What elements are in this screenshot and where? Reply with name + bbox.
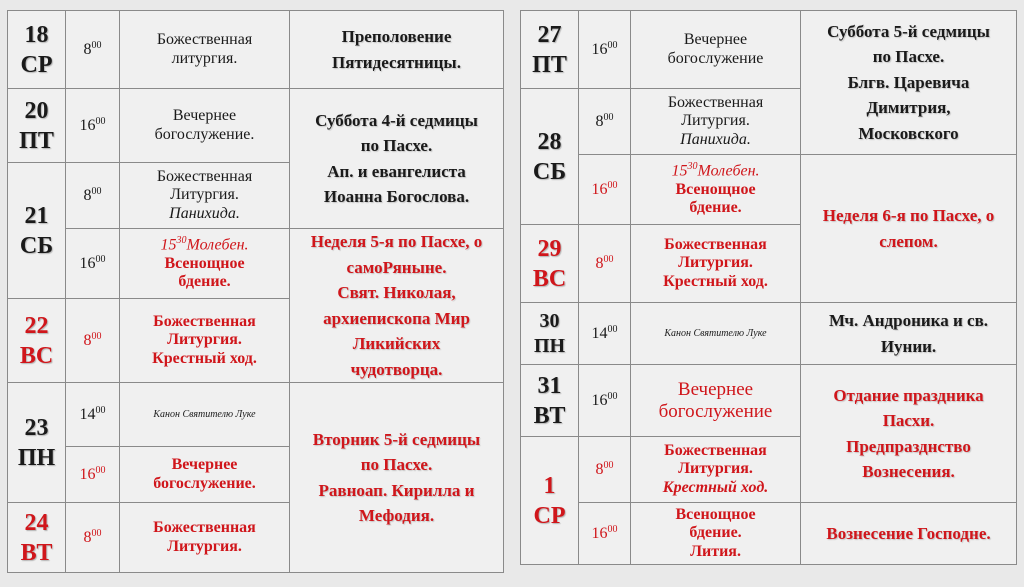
day-cell <box>521 437 579 565</box>
time-hour: 8 <box>83 528 92 546</box>
time-cell <box>66 447 120 503</box>
service-line: богослужение. <box>153 474 256 492</box>
service-line: Литургия. <box>170 186 239 204</box>
day-number: 22 <box>24 312 49 339</box>
day-cell <box>8 163 66 299</box>
time-minute: 00 <box>91 527 102 539</box>
feast-line: чудотворца. <box>350 359 443 379</box>
time-minute: 00 <box>603 459 614 471</box>
day-number: 30 <box>539 309 560 332</box>
time-cell <box>66 89 120 163</box>
service-line: Вечернее <box>677 378 754 400</box>
feast-line: Суббота 5-й седмицы <box>827 21 990 41</box>
day-cell <box>521 225 579 303</box>
day-number: 21 <box>24 202 49 229</box>
time-minute: 00 <box>91 39 102 51</box>
feast-cell <box>290 229 504 383</box>
day-number: 27 <box>537 21 562 48</box>
service-line: Божественная <box>664 235 767 253</box>
day-abbr: СБ <box>19 232 54 259</box>
feast-cell <box>801 303 1017 365</box>
time-hour: 16 <box>591 180 608 198</box>
service-line: бдение. <box>689 199 742 217</box>
time-hour: 8 <box>83 40 92 58</box>
feast-cell <box>801 11 1017 155</box>
service-line: Божественная <box>664 441 767 459</box>
time-minute: 30 <box>687 161 698 173</box>
day-number: 24 <box>24 509 49 536</box>
day-abbr: СР <box>20 51 53 78</box>
feast-line: по Пасхе. <box>872 47 945 67</box>
time-minute: 00 <box>95 404 106 416</box>
service-cell <box>120 163 290 229</box>
time-cell <box>579 365 631 437</box>
service-line: Всенощное <box>675 180 756 198</box>
table-row <box>8 229 504 299</box>
time-minute: 00 <box>607 390 618 402</box>
time-cell <box>579 503 631 565</box>
feast-line: по Пасхе. <box>360 136 433 155</box>
feast-line: Пятидесятницы. <box>332 52 461 72</box>
service-line: Канон Святителю Луке <box>153 408 256 420</box>
service-line: Панихида. <box>680 130 751 148</box>
feast-cell <box>290 89 504 229</box>
time-hour: 16 <box>79 254 96 272</box>
time-hour: 8 <box>595 112 604 130</box>
feast-line: Ликийских <box>352 334 441 353</box>
day-cell <box>521 303 579 365</box>
service-line: Панихида. <box>169 204 240 222</box>
service-line: Литургия. <box>167 537 242 555</box>
service-cell <box>120 299 290 383</box>
time-hour: 14 <box>591 324 608 342</box>
service-line: Вечернее <box>683 31 748 49</box>
feast-line: Иунии. <box>880 336 937 356</box>
time-minute: 00 <box>95 464 106 476</box>
time-minute: 30 <box>176 235 187 247</box>
feast-cell <box>801 365 1017 503</box>
day-abbr: ПТ <box>19 127 54 154</box>
feast-line: самоРяныне. <box>346 257 447 277</box>
table-row <box>521 155 1017 225</box>
day-abbr: ПН <box>17 444 56 471</box>
time-hour: 16 <box>591 524 608 542</box>
time-hour: 8 <box>595 254 604 272</box>
day-cell <box>8 383 66 503</box>
service-cell <box>631 89 801 155</box>
time-minute: 00 <box>603 253 614 265</box>
service-line: Божественная <box>667 93 764 111</box>
service-line: Литургия. <box>678 460 753 478</box>
time-cell <box>579 155 631 225</box>
day-cell <box>8 89 66 163</box>
time-cell <box>66 163 120 229</box>
day-cell <box>8 503 66 573</box>
day-cell <box>521 89 579 225</box>
day-abbr: СР <box>533 502 566 529</box>
table-row <box>521 503 1017 565</box>
service-cell <box>120 229 290 299</box>
feast-cell <box>290 11 504 89</box>
service-cell <box>120 503 290 573</box>
feast-line: Неделя 6-я по Пасхе, о <box>822 206 995 225</box>
service-cell <box>120 11 290 89</box>
table-row <box>8 89 504 163</box>
time-cell <box>66 229 120 299</box>
time-hour: 16 <box>591 40 608 58</box>
feast-line: Суббота 4-й седмицы <box>315 110 478 130</box>
service-line: литургия. <box>171 49 238 67</box>
time-hour: 8 <box>595 460 604 478</box>
service-cell <box>631 155 801 225</box>
day-number: 23 <box>24 414 49 441</box>
day-abbr: ВС <box>532 265 567 292</box>
time-hour: 16 <box>79 116 96 134</box>
time-cell <box>66 11 120 89</box>
service-line: Божественная <box>156 31 253 49</box>
service-line: Молебен. <box>697 162 760 180</box>
day-number: 28 <box>537 128 562 155</box>
service-cell <box>631 503 801 565</box>
day-number: 1 <box>543 472 556 499</box>
day-abbr: СБ <box>532 158 567 185</box>
day-cell <box>8 11 66 89</box>
time-minute: 00 <box>607 39 618 51</box>
day-cell <box>521 365 579 437</box>
time-cell <box>579 437 631 503</box>
service-line: Божественная <box>153 519 256 537</box>
service-line: Вечернее <box>171 456 238 474</box>
table-row <box>521 11 1017 89</box>
time-cell <box>579 225 631 303</box>
service-cell <box>631 225 801 303</box>
service-line: Всенощное <box>164 255 245 273</box>
feast-line: Вторник 5-й седмицы <box>312 429 481 449</box>
time-minute: 00 <box>603 111 614 123</box>
time-minute: 00 <box>607 523 618 535</box>
feast-line: Преполовение <box>341 27 452 46</box>
day-abbr: ВТ <box>533 402 566 429</box>
service-cell <box>631 11 801 89</box>
time-cell <box>579 89 631 155</box>
service-line: Литургия. <box>681 112 750 130</box>
time-hour: 15 <box>671 162 688 180</box>
table-row <box>8 383 504 447</box>
service-line: Крестный ход. <box>662 478 769 496</box>
feast-line: Блгв. Царевича <box>847 72 970 92</box>
schedule-table-left <box>7 10 504 573</box>
time-hour: 15 <box>160 236 177 254</box>
day-abbr: ВС <box>19 342 54 369</box>
service-cell <box>631 437 801 503</box>
feast-line: Иоанна Богослова. <box>323 187 470 206</box>
time-minute: 00 <box>91 330 102 342</box>
time-minute: 00 <box>95 253 106 265</box>
service-line: Литургия. <box>167 331 242 349</box>
feast-line: слепом. <box>879 231 938 251</box>
service-cell <box>631 303 801 365</box>
service-cell <box>120 383 290 447</box>
feast-line: Неделя 5-я по Пасхе, о <box>310 232 483 251</box>
day-number: 18 <box>24 21 49 48</box>
service-line: Крестный ход. <box>152 349 257 367</box>
time-minute: 00 <box>607 179 618 191</box>
feast-line: Вознесения. <box>862 462 955 481</box>
day-abbr: ВТ <box>20 539 53 566</box>
service-line: богослужение. <box>154 125 255 143</box>
table-row <box>521 365 1017 437</box>
table-row <box>521 303 1017 365</box>
service-cell <box>120 447 290 503</box>
feast-line: Вознесение Господне. <box>826 523 991 543</box>
time-hour: 16 <box>591 391 608 409</box>
service-line: Всенощное <box>675 505 756 523</box>
day-number: 20 <box>24 97 49 124</box>
service-cell <box>631 365 801 437</box>
time-minute: 00 <box>91 185 102 197</box>
feast-line: Московского <box>858 123 959 143</box>
feast-line: Предпразднство <box>846 436 971 456</box>
time-cell <box>579 303 631 365</box>
feast-line: Ап. и евангелиста <box>327 161 466 181</box>
table-row <box>8 11 504 89</box>
service-cell <box>120 89 290 163</box>
day-number: 29 <box>537 235 562 262</box>
time-hour: 8 <box>83 186 92 204</box>
time-hour: 14 <box>79 405 96 423</box>
day-abbr: ПН <box>533 334 566 357</box>
service-line: богослужение <box>667 49 764 67</box>
service-line: бдение. <box>689 524 742 542</box>
service-line: Божественная <box>153 313 256 330</box>
service-line: Лития. <box>690 542 741 560</box>
feast-line: Димитрия, <box>866 98 951 118</box>
time-cell <box>66 383 120 447</box>
day-cell <box>521 11 579 89</box>
time-minute: 00 <box>607 323 618 335</box>
feast-cell <box>801 155 1017 303</box>
time-hour: 16 <box>79 465 96 483</box>
time-cell <box>66 299 120 383</box>
feast-line: Мефодия. <box>358 506 435 525</box>
feast-line: Мч. Андроника и св. <box>828 311 988 330</box>
service-line: Вечернее <box>172 107 237 125</box>
day-number: 31 <box>537 372 562 399</box>
feast-line: архиепископа Мир <box>323 308 470 328</box>
feast-line: Равноап. Кирилла и <box>318 480 475 500</box>
time-cell <box>66 503 120 573</box>
time-hour: 8 <box>83 331 92 349</box>
feast-cell <box>801 503 1017 565</box>
service-line: Молебен. <box>186 236 249 254</box>
service-line: бдение. <box>178 273 231 291</box>
time-minute: 00 <box>95 115 106 127</box>
day-abbr: ПТ <box>532 51 567 78</box>
feast-line: по Пасхе. <box>360 455 433 474</box>
service-line: Крестный ход. <box>663 272 768 290</box>
feast-cell <box>290 383 504 573</box>
service-line: богослужение <box>658 400 773 422</box>
day-cell <box>8 299 66 383</box>
feast-line: Пасхи. <box>882 411 935 430</box>
feast-line: Свят. Николая, <box>337 283 456 302</box>
feast-line: Отдание праздника <box>833 385 984 405</box>
schedule-table-right <box>520 10 1017 565</box>
time-cell <box>579 11 631 89</box>
service-line: Литургия. <box>678 254 753 272</box>
service-line: Канон Святителю Луке <box>664 327 767 339</box>
service-line: Божественная <box>156 167 253 185</box>
